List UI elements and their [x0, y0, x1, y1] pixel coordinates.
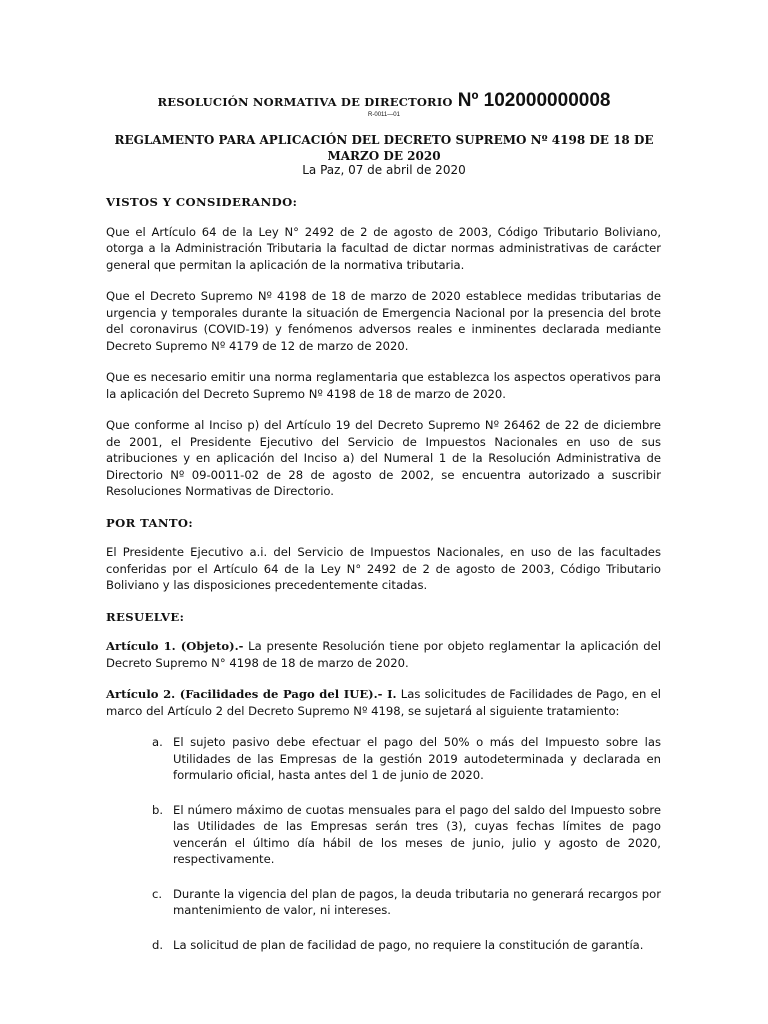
- por-tanto-heading: POR TANTO:: [106, 515, 194, 530]
- article-1-text: La presente Resolución tiene por objeto reglamentar la aplicación del Decreto Supremo N° 4198 de 18 de marzo de 2020.: [106, 639, 661, 670]
- regulation-title: REGLAMENTO PARA APLICACIÓN DEL DECRETO SUPREMO Nº 4198 DE 18 DE MARZO DE 2020: [114, 133, 654, 163]
- vistos-paragraph-2: Que el Decreto Supremo Nº 4198 de 18 de marzo de 2020 establece medidas tributarias de urgencia y temporales durante la situación de Emergencia Nacional por la presencia del brote del coronavirus (COVID-19) y fenómenos adversos reales e inminentes declarada mediante Decreto Supremo Nº 4179 de 12 de marzo de 2020.: [106, 289, 661, 353]
- article-2-list: [106, 734, 661, 953]
- resuelve-heading: RESUELVE:: [106, 609, 185, 624]
- article-1-heading: Artículo 1. (Objeto).-: [106, 639, 244, 653]
- list-item-marker: d.: [152, 937, 164, 952]
- list-item-text: El sujeto pasivo debe efectuar el pago del 50% o más del Impuesto sobre las Utilidades de las Empresas de la gestión 2019 autodeterminada y declarada en formulario oficial, hasta antes del 1 de junio de 2020.: [173, 735, 661, 782]
- vistos-heading: VISTOS Y CONSIDERANDO:: [106, 195, 298, 209]
- list-item-text: El número máximo de cuotas mensuales para el pago del saldo del Impuesto sobre las Utilidades de las Empresas serán tres (3), cuyas fechas límites de pago vencerán el último día hábil de los meses de junio, julio y agosto de 2020, respectivamente.: [173, 802, 661, 866]
- article-2: [106, 686, 661, 719]
- resolution-number: Nº 102000000008: [457, 90, 611, 111]
- por-tanto-paragraph: El Presidente Ejecutivo a.i. del Servicio de Impuestos Nacionales, en uso de las facultades conferidas por el Artículo 64 de la Ley N° 2492 de 2 de agosto de 2003, Código Tributario Boliviano y las disposiciones precedentemente citadas.: [106, 545, 661, 592]
- document-code: R-0011—01: [368, 112, 400, 118]
- vistos-paragraph-3: Que es necesario emitir una norma reglamentaria que establezca los aspectos operativos para la aplicación del Decreto Supremo Nº 4198 de 18 de marzo de 2020.: [106, 370, 661, 401]
- document-body: [106, 194, 661, 971]
- article-2-text: Las solicitudes de Facilidades de Pago, en el marco del Artículo 2 del Decreto Supremo Nº 4198, se sujetará al siguiente tratamiento:: [106, 687, 661, 718]
- resolution-title-text: RESOLUCIÓN NORMATIVA DE DIRECTORIO: [157, 95, 453, 109]
- list-item-marker: c.: [152, 886, 163, 901]
- list-item: [106, 937, 661, 954]
- article-2-heading: Artículo 2. (Facilidades de Pago del IUE).- I.: [106, 687, 397, 701]
- list-item: [106, 886, 661, 919]
- list-item-text: La solicitud de plan de facilidad de pago, no requiere la constitución de garantía.: [173, 937, 644, 952]
- place-date: La Paz, 07 de abril de 2020: [302, 163, 466, 177]
- list-item-text: Durante la vigencia del plan de pagos, la deuda tributaria no generará recargos por mantenimiento de valor, ni intereses.: [173, 886, 661, 917]
- list-item-marker: b.: [152, 802, 164, 817]
- list-item-marker: a.: [152, 735, 163, 749]
- vistos-paragraph-1: Que el Artículo 64 de la Ley N° 2492 de 2 de agosto de 2003, Código Tributario Boliviano, otorga a la Administración Tributaria la facultad de dictar normas administrativas de carácter general que permitan la aplicación de la normativa tributaria.: [106, 224, 661, 272]
- vistos-paragraph-4: Que conforme al Inciso p) del Artículo 19 del Decreto Supremo Nº 26462 de 22 de diciembre de 2001, el Presidente Ejecutivo del Servicio de Impuestos Nacionales en uso de sus atribuciones y en aplicación del Inciso a) del Numeral 1 de la Resolución Administrativa de Directorio Nº 09-0011-02 de 28 de agosto de 2002, se encuentra autorizado a suscribir Resoluciones Normativas de Directorio.: [106, 418, 661, 498]
- list-item: [106, 734, 661, 784]
- article-1: [106, 638, 661, 671]
- resolution-title: [0, 90, 768, 112]
- list-item: [106, 802, 661, 868]
